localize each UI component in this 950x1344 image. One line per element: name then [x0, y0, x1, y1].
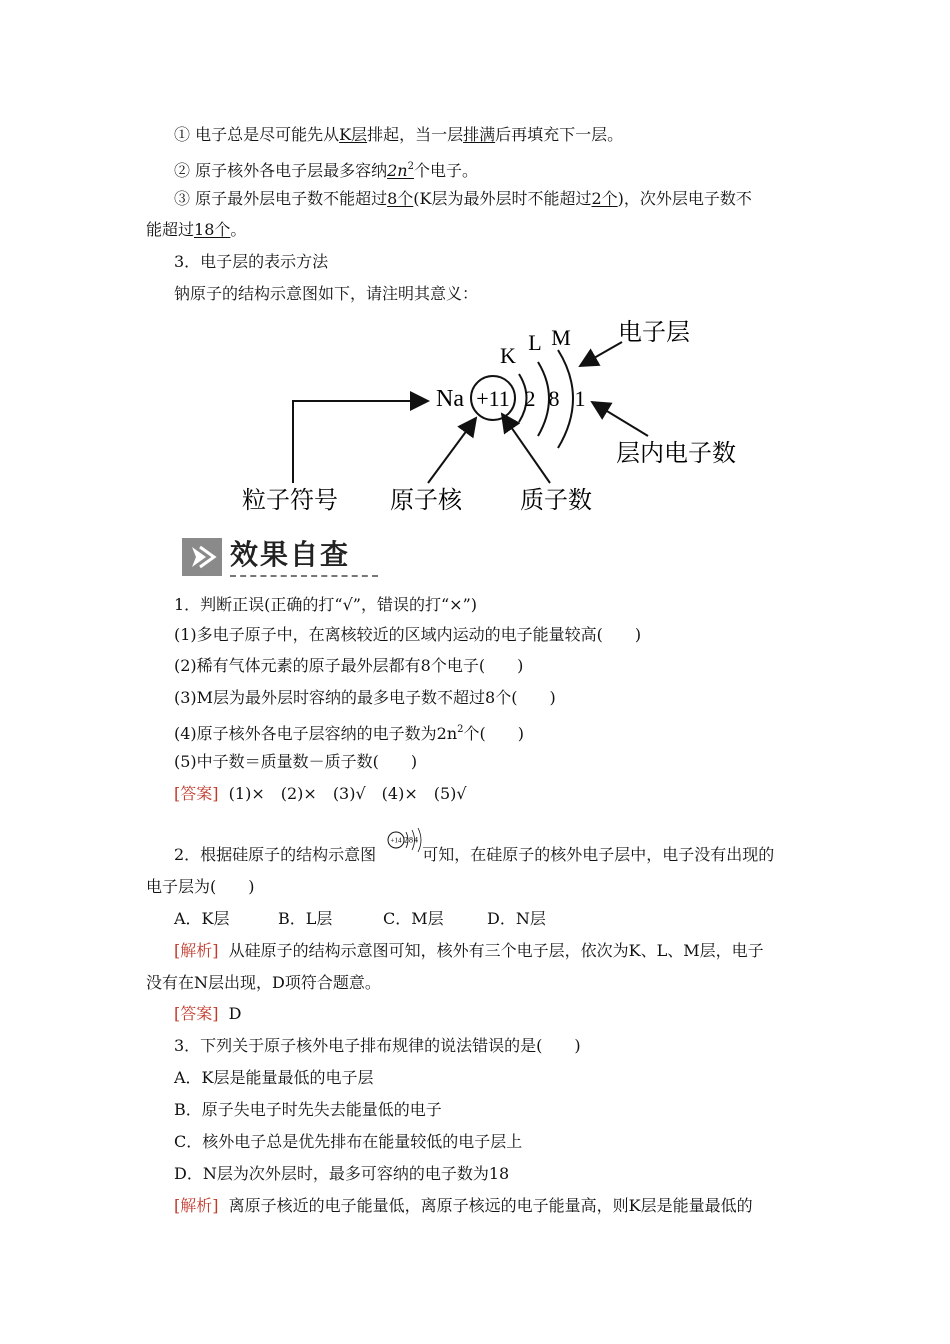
rule-2-text: ② 原子核外各电子层最多容纳 [174, 161, 388, 180]
arrow-particle-symbol [293, 401, 428, 483]
rule-2-exponent: 2 [407, 161, 414, 172]
q1-answer-text: (1)× (2)× (3)√ (4)× (5)√ [228, 784, 467, 803]
q1-item-5: (5)中子数＝质量数－质子数( ) [174, 752, 418, 771]
rule-3-text-end: )，次外层电子数不 [617, 189, 752, 208]
q3-analysis-tag: [解析] [174, 1196, 219, 1215]
rule-3-text-mid: (K层为最外层时不能超过 [413, 189, 592, 208]
rule-3 [174, 188, 752, 210]
q2-analysis-tag: [解析] [174, 941, 219, 960]
rule-2-blank [387, 161, 414, 180]
q2-stem [174, 844, 774, 866]
q2-stem-text: 2．根据硅原子的结构示意图 [174, 845, 377, 864]
rule-3-cont [146, 219, 246, 241]
arrow-electrons-per-shell [592, 402, 648, 436]
section-3-heading: 3．电子层的表示方法 [174, 252, 329, 271]
silicon-structure-diagram [385, 827, 429, 857]
label-particle-symbol: 粒子符号 [242, 486, 338, 514]
q1-stem: 1．判断正误(正确的打“√”，错误的打“×”) [174, 595, 477, 614]
q2-answer-text: D [228, 1004, 242, 1023]
section-3-intro: 钠原子的结构示意图如下，请注明其意义： [174, 284, 479, 303]
label-proton-number: 质子数 [520, 486, 592, 514]
rule-1-blank-2: 排满 [463, 125, 496, 144]
electrons-k: 2 [524, 386, 536, 411]
rule-1-text-end: 后再填充下一层。 [495, 125, 624, 144]
q3-analysis-text: 离原子核近的电子能量低，离原子核远的电子能量高，则K层是能量最低的 [228, 1196, 753, 1215]
shell-arc-l [538, 362, 549, 436]
shell-arc-m [558, 350, 573, 448]
rule-1-text-mid: 排起，当一层 [367, 125, 464, 144]
rule-1-text: ① 电子总是尽可能先从 [174, 125, 340, 144]
sodium-structure-diagram [220, 318, 760, 523]
chevron-right-icon [182, 538, 222, 576]
q3-analysis [174, 1195, 753, 1217]
element-symbol: Na [436, 386, 464, 412]
rule-2 [174, 156, 478, 182]
q2-analysis [174, 940, 764, 962]
q2-answer-tag: [答案] [174, 1004, 219, 1023]
q1-item-3: (3)M层为最外层时容纳的最多电子数不超过8个( ) [174, 688, 556, 707]
q1-item-4-exponent: 2 [457, 724, 464, 735]
rule-3-blank-1: 8个 [387, 189, 414, 208]
q1-item-4-text: (4)原子核外各电子层容纳的电子数为2n [174, 724, 458, 743]
q3-option-b: B．原子失电子时先失去能量低的电子 [174, 1100, 442, 1119]
q1-item-4 [174, 719, 524, 745]
q3-option-c: C．核外电子总是优先排布在能量较低的电子层上 [174, 1132, 523, 1151]
rule-3-cont-end: 。 [230, 220, 247, 239]
q2-option-d: D．N层 [487, 909, 546, 928]
label-electron-shell: 电子层 [618, 318, 690, 346]
q2-analysis-text: 从硅原子的结构示意图可知，核外有三个电子层，依次为K、L、M层，电子 [228, 941, 764, 960]
q1-item-4-tail: 个( ) [463, 724, 525, 743]
label-nucleus: 原子核 [390, 486, 462, 514]
arrow-electron-shell [580, 342, 622, 366]
electrons-l: 8 [548, 386, 560, 411]
electrons-m: 1 [574, 386, 586, 411]
rule-3-blank-3: 18个 [194, 220, 231, 239]
rule-3-blank-2: 2个 [591, 189, 618, 208]
rule-3-cont-text: 能超过 [146, 220, 195, 239]
self-check-header [182, 538, 378, 578]
rule-1-blank-1: K层 [339, 125, 368, 144]
rule-2-text-end: 个电子。 [413, 161, 478, 180]
rule-1 [174, 124, 623, 146]
self-check-underline [230, 575, 378, 577]
rule-3-text: ③ 原子最外层电子数不能超过 [174, 189, 388, 208]
q1-item-2: (2)稀有气体元素的原子最外层都有8个电子( ) [174, 656, 524, 675]
si-nucleus-charge: +14 [390, 836, 402, 845]
nucleus-charge: +11 [476, 386, 510, 411]
q2-stem-line-2: 电子层为( ) [146, 877, 255, 896]
q2-option-a: A．K层 [174, 909, 230, 928]
rule-2-formula: 2n [387, 161, 408, 180]
shell-letter-l: L [528, 330, 542, 355]
shell-letter-k: K [500, 343, 516, 368]
q2-analysis-line-2: 没有在N层出现，D项符合题意。 [146, 973, 381, 992]
q2-answer [174, 1003, 242, 1025]
label-electrons-per-shell: 层内电子数 [616, 439, 736, 467]
q3-stem: 3．下列关于原子核外电子排布规律的说法错误的是( ) [174, 1036, 581, 1055]
q2-option-b: B．L层 [278, 909, 333, 928]
q2-option-c: C．M层 [383, 909, 444, 928]
si-electrons: 284 [404, 835, 419, 845]
q1-answer [174, 783, 467, 805]
section-marker-icon [182, 538, 222, 576]
self-check-title: 效果自查 [230, 538, 351, 571]
q3-option-a: A．K层是能量最低的电子层 [174, 1068, 374, 1087]
q1-answer-tag: [答案] [174, 784, 219, 803]
q1-item-1: (1)多电子原子中，在离核较近的区域内运动的电子能量较高( ) [174, 625, 642, 644]
q3-option-d: D．N层为次外层时，最多可容纳的电子数为18 [174, 1164, 510, 1183]
q2-stem-text-end: 可知，在硅原子的核外电子层中，电子没有出现的 [422, 845, 775, 864]
shell-letter-m: M [551, 325, 571, 350]
arrow-nucleus [428, 418, 476, 483]
